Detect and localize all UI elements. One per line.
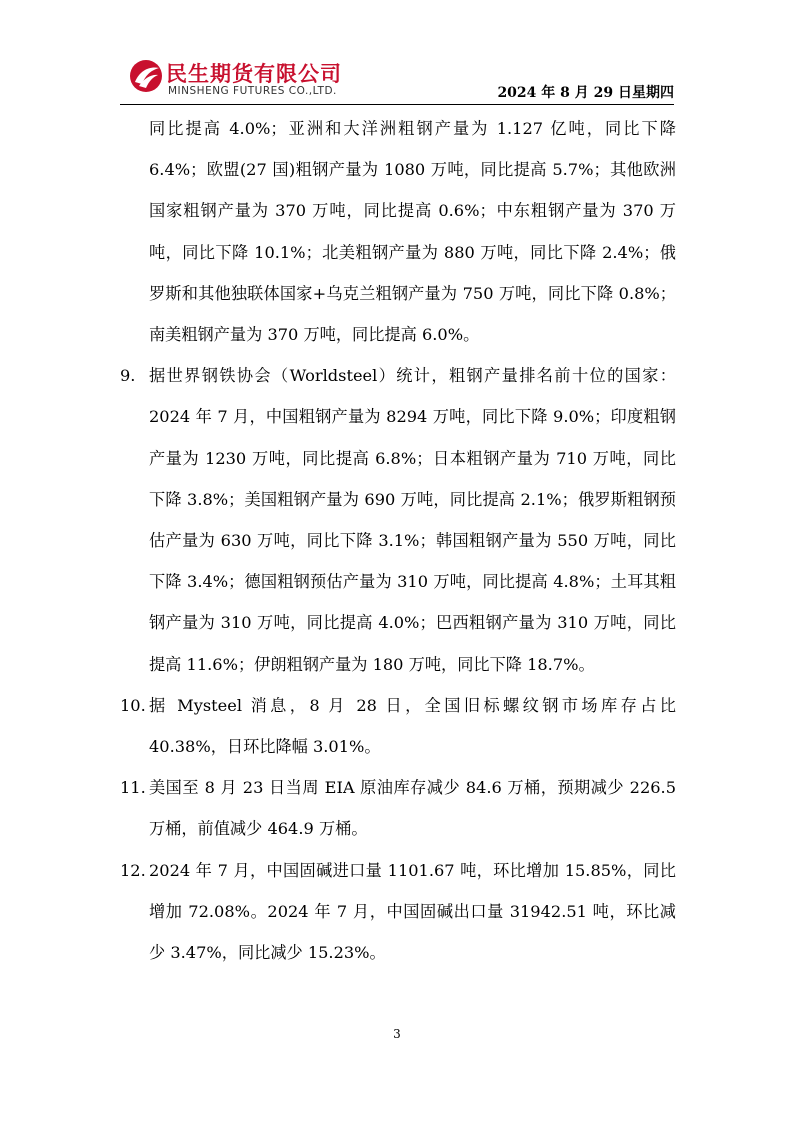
list-number: 9. [120,366,136,386]
paragraph-text: 据世界钢铁协会（Worldsteel）统计，粗钢产量排名前十位的国家：2024 年 7 月，中国粗钢产量为 8294 万吨，同比下降 9.0%；印度粗钢产量为 1230 万吨，同比提高 6.8%；日本粗钢产量为 710 万吨，同比下降 3.8%；美国粗钢产量为 690 万吨，同比提高 2.1%；俄罗斯粗钢预估产量为 630 万吨，同比下降 3.1%；韩国粗钢产量为 550 万吨，同比下降 3.4%；德国粗钢预估产量为 310 万吨，同比提高 4.8%；土耳其粗钢产量为 310 万吨，同比提高 4.0%；巴西粗钢产量为 310 万吨，同比提高 11.6%；伊朗粗钢产量为 180 万吨，同比下降 18.7%。 [149,366,676,674]
list-item-11 [120,767,676,849]
company-name-en: MINSHENG FUTURES CO.,LTD. [168,85,337,97]
list-item-continuation [120,108,676,355]
document-body [120,108,676,973]
header-divider [120,104,674,105]
paragraph-text: 同比提高 4.0%；亚洲和大洋洲粗钢产量为 1.127 亿吨，同比下降 6.4%；欧盟(27 国)粗钢产量为 1080 万吨，同比提高 5.7%；其他欧洲国家粗钢产量为 370 万吨，同比提高 0.6%；中东粗钢产量为 370 万吨，同比下降 10.1%；北美粗钢产量为 880 万吨，同比下降 2.4%；俄罗斯和其他独联体国家+乌克兰粗钢产量为 750 万吨，同比下降 0.8%；南美粗钢产量为 370 万吨，同比提高 6.0%。 [149,119,676,345]
list-item-9 [120,355,676,685]
paragraph-text: 2024 年 7 月，中国固碱进口量 1101.67 吨，环比增加 15.85%，同比增加 72.08%。2024 年 7 月，中国固碱出口量 31942.51 吨，环比减少 3.47%，同比减少 15.23%。 [149,860,676,963]
page-header [120,52,674,104]
list-number: 12. [120,860,146,880]
minsheng-logo-icon [128,58,164,94]
company-name-cn: 民生期货有限公司 [166,62,342,86]
paragraph-text: 美国至 8 月 23 日当周 EIA 原油库存减少 84.6 万桶，预期减少 226.5 万桶，前值减少 464.9 万桶。 [149,778,676,839]
list-number: 10. [120,695,146,715]
list-item-12 [120,850,676,974]
page-number: 3 [393,1027,401,1041]
list-number: 11. [120,778,146,798]
list-item-10 [120,685,676,767]
report-date: 2024 年 8 月 29 日星期四 [497,85,674,101]
paragraph-text: 据 Mysteel 消息，8 月 28 日，全国旧标螺纹钢市场库存占比 40.38%，日环比降幅 3.01%。 [149,695,676,757]
